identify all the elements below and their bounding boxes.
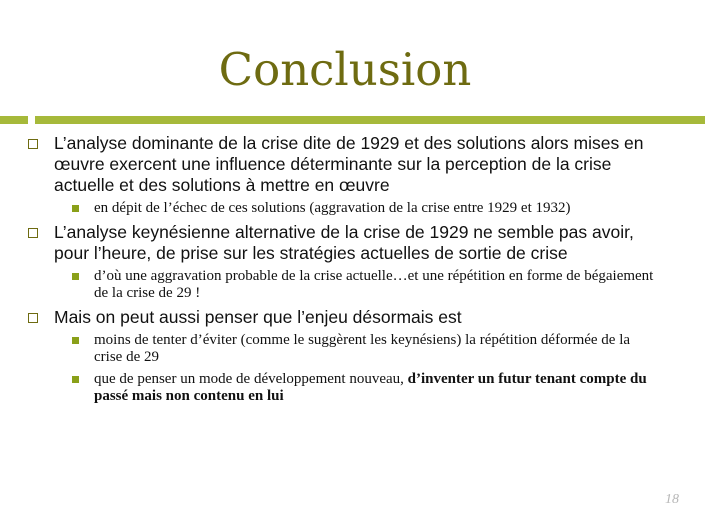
sub-bullet-text: en dépit de l’échec de ces solutions (aggravation de la crise entre 1929 et 1932) [94, 200, 571, 216]
slide-title: Conclusion [218, 43, 472, 96]
bullet-item [28, 307, 660, 328]
page-number: 18 [665, 492, 679, 507]
sub-bullet-item [28, 200, 660, 217]
sub-bullet-item [28, 332, 660, 366]
bullet-text: L’analyse dominante de la crise dite de 1929 et des solutions alors mises en œuvre exercent une influence déterminante sur la perception de la crise actuelle et des solutions à mettre en œuvre [54, 133, 644, 195]
title-rule-left [0, 116, 28, 124]
slide-content [28, 133, 660, 410]
bullet-text: Mais on peut aussi penser que l’enjeu désormais est [54, 307, 462, 327]
filled-square-bullet-icon [72, 376, 79, 383]
bullet-item [28, 133, 660, 196]
sub-bullet-item [28, 268, 660, 302]
sub-bullet-item [28, 371, 660, 405]
hollow-square-bullet-icon [28, 139, 38, 149]
sub-bullet-text: d’où une aggravation probable de la crise actuelle…et une répétition en forme de bégaiement de la crise de 29 ! [94, 268, 654, 301]
sub-bullet-text: moins de tenter d’éviter (comme le suggèrent les keynésiens) la répétition déformée de la crise de 29 [94, 332, 631, 365]
filled-square-bullet-icon [72, 273, 79, 280]
sub-bullet-text: que de penser un mode de développement nouveau, [94, 371, 408, 387]
filled-square-bullet-icon [72, 337, 79, 344]
hollow-square-bullet-icon [28, 228, 38, 238]
sub-bullet-bold-text: d’inventer un futur tenant compte du passé mais non contenu en lui [94, 371, 647, 404]
filled-square-bullet-icon [72, 205, 79, 212]
bullet-item [28, 222, 660, 264]
hollow-square-bullet-icon [28, 313, 38, 323]
title-rule-right [35, 116, 705, 124]
bullet-text: L’analyse keynésienne alternative de la crise de 1929 ne semble pas avoir, pour l’heure, de prise sur les stratégies actuelles de sortie de crise [54, 222, 634, 263]
